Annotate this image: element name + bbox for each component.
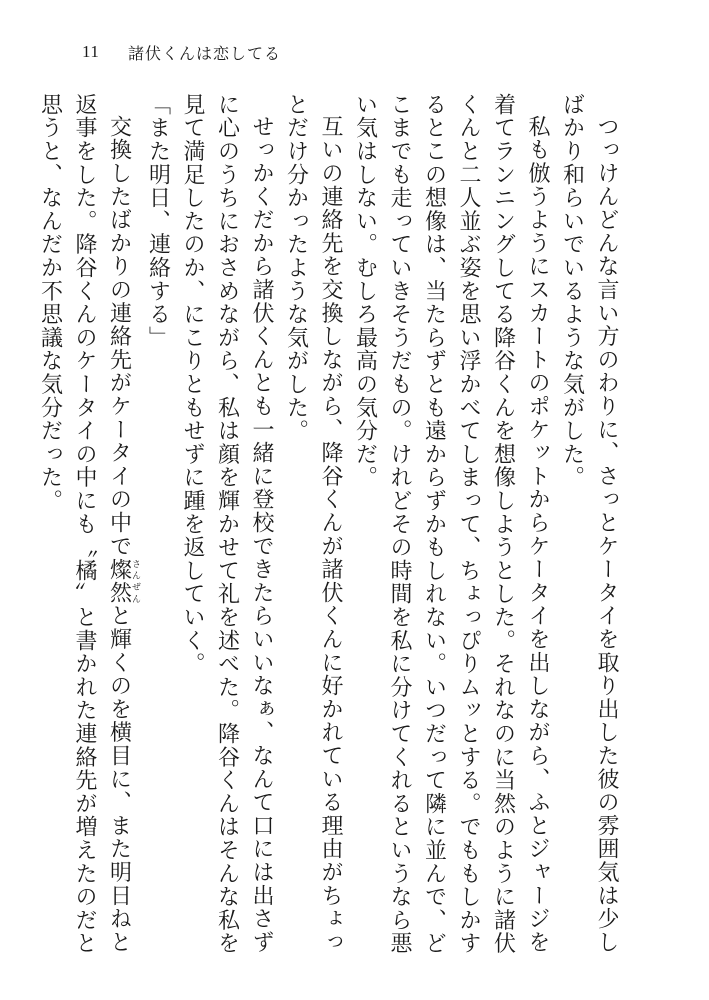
- ruby-base: 燦然: [106, 557, 132, 605]
- page-number: 11: [82, 42, 100, 61]
- page-header: [82, 40, 281, 64]
- paragraph: 私も倣うようにスカートのポケットからケータイを出しながら、ふとジャージを着てランニングしてる降谷くんを想像しようとした。それなのに当然のように諸伏くんと二人並ぶ姿を思い浮かべてしまって、ちょっぴりムッとする。でももしかするとこの想像は、当たらずとも遠からずかもしれない。いつだって隣に並んで、どこまでも走っていきそうだもの。けれどその時間を私に分けてくれるというなら悪い気はしない。むしろ最高の気分だ。: [352, 93, 550, 956]
- paragraph-segment: と書かれた連絡先が増えたのだと思うと、なんだか不思議な気分だった。: [37, 93, 97, 956]
- body-text: [37, 93, 623, 973]
- paragraph: つっけんどんな言い方のわりに、さっとケータイを取り出した彼の雰囲気は少しばかり和らいでいるような気がした。: [559, 93, 619, 954]
- dialogue-line: 「また明日、連絡する」: [145, 93, 171, 350]
- ruby-annotation: [106, 557, 140, 605]
- running-title: 諸伏くんは恋してる: [128, 43, 282, 63]
- paragraph: 互いの連絡先を交換しながら、降谷くんが諸伏くんに好かれている理由がちょっとだけ分かったような気がした。: [283, 93, 343, 954]
- paragraph: [32, 93, 140, 973]
- ruby-text: さんぜん: [130, 557, 140, 605]
- paragraph-segment: 交換したばかりの連絡先がケータイの中で: [106, 115, 132, 558]
- quoted-name: 〝橘〟: [72, 535, 97, 606]
- paragraph-segment: と輝くのを横目に、また明日ねと返事をした。降谷くんのケータイの中にも: [72, 93, 132, 954]
- paragraph: せっかくだから諸伏くんとも一緒に登校できたらいいなぁ、なんて口には出さずに心のうちにおさめながら、私は顔を輝かせて礼を述べた。降谷くんはそんな私を見て満足したのか、にこりともせずに踵を返していく。: [180, 93, 274, 956]
